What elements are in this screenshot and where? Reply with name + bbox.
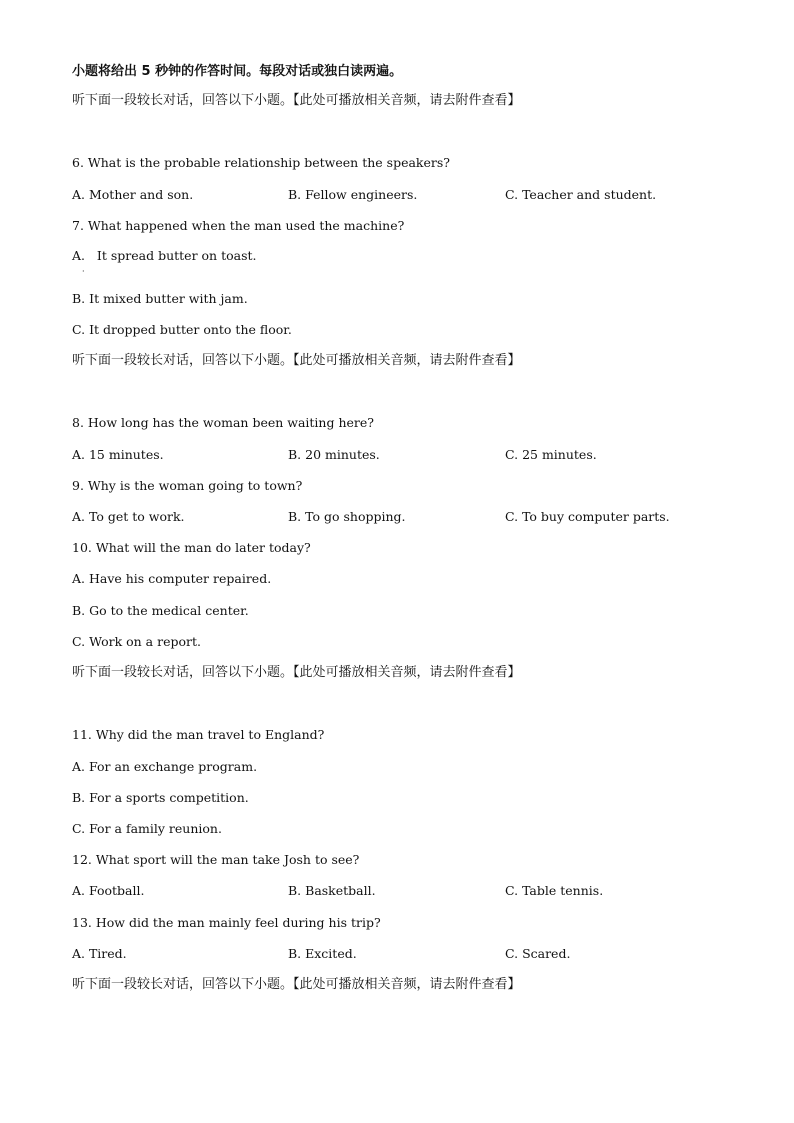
section-note-2: 听下面一段较长对话，回答以下小题。【此处可播放相关音频，请去附件查看】	[72, 353, 521, 368]
q9-option-c: C. To buy computer parts.	[505, 509, 670, 524]
q13-option-a: A. Tired.	[72, 946, 127, 961]
q12-option-b: B. Basketball.	[288, 883, 376, 898]
question-10: 10. What will the man do later today?	[72, 540, 311, 555]
question-11: 11. Why did the man travel to England?	[72, 727, 325, 742]
section-note-4: 听下面一段较长对话，回答以下小题。【此处可播放相关音频，请去附件查看】	[72, 977, 521, 992]
q11-option-c: C. For a family reunion.	[72, 821, 222, 836]
q10-option-b: B. Go to the medical center.	[72, 603, 249, 618]
q10-option-c: C. Work on a report.	[72, 634, 201, 649]
instruction-heading: 小题将给出 5 秒钟的作答时间。每段对话或独白读两遍。	[72, 64, 403, 79]
q7-option-b: B. It mixed butter with jam.	[72, 291, 248, 306]
q11-option-b: B. For a sports competition.	[72, 790, 249, 805]
question-13: 13. How did the man mainly feel during his trip?	[72, 915, 381, 930]
q6-option-a: A. Mother and son.	[72, 187, 194, 202]
q8-option-a: A. 15 minutes.	[72, 447, 164, 462]
section-note-3: 听下面一段较长对话，回答以下小题。【此处可播放相关音频，请去附件查看】	[72, 665, 521, 680]
question-6: 6. What is the probable relationship between the speakers?	[72, 155, 450, 170]
question-9: 9. Why is the woman going to town?	[72, 478, 303, 493]
question-8: 8. How long has the woman been waiting here?	[72, 415, 374, 430]
q12-option-c: C. Table tennis.	[505, 883, 604, 898]
q11-option-a: A. For an exchange program.	[72, 759, 258, 774]
q6-option-c: C. Teacher and student.	[505, 187, 657, 202]
q7-option-c: C. It dropped butter onto the floor.	[72, 322, 292, 337]
q9-option-a: A. To get to work.	[72, 509, 185, 524]
q12-option-a: A. Football.	[72, 883, 145, 898]
q10-option-a: A. Have his computer repaired.	[72, 571, 272, 586]
q9-option-b: B. To go shopping.	[288, 509, 406, 524]
question-7: 7. What happened when the man used the machine?	[72, 218, 405, 233]
q8-option-b: B. 20 minutes.	[288, 447, 380, 462]
stray-dot-mark: ·	[82, 267, 85, 276]
question-12: 12. What sport will the man take Josh to see?	[72, 852, 360, 867]
q6-option-b: B. Fellow engineers.	[288, 187, 418, 202]
q13-option-c: C. Scared.	[505, 946, 571, 961]
q13-option-b: B. Excited.	[288, 946, 357, 961]
q7-option-a: A. It spread butter on toast.	[72, 248, 257, 263]
q8-option-c: C. 25 minutes.	[505, 447, 597, 462]
section-note-1: 听下面一段较长对话，回答以下小题。【此处可播放相关音频，请去附件查看】	[72, 93, 521, 108]
